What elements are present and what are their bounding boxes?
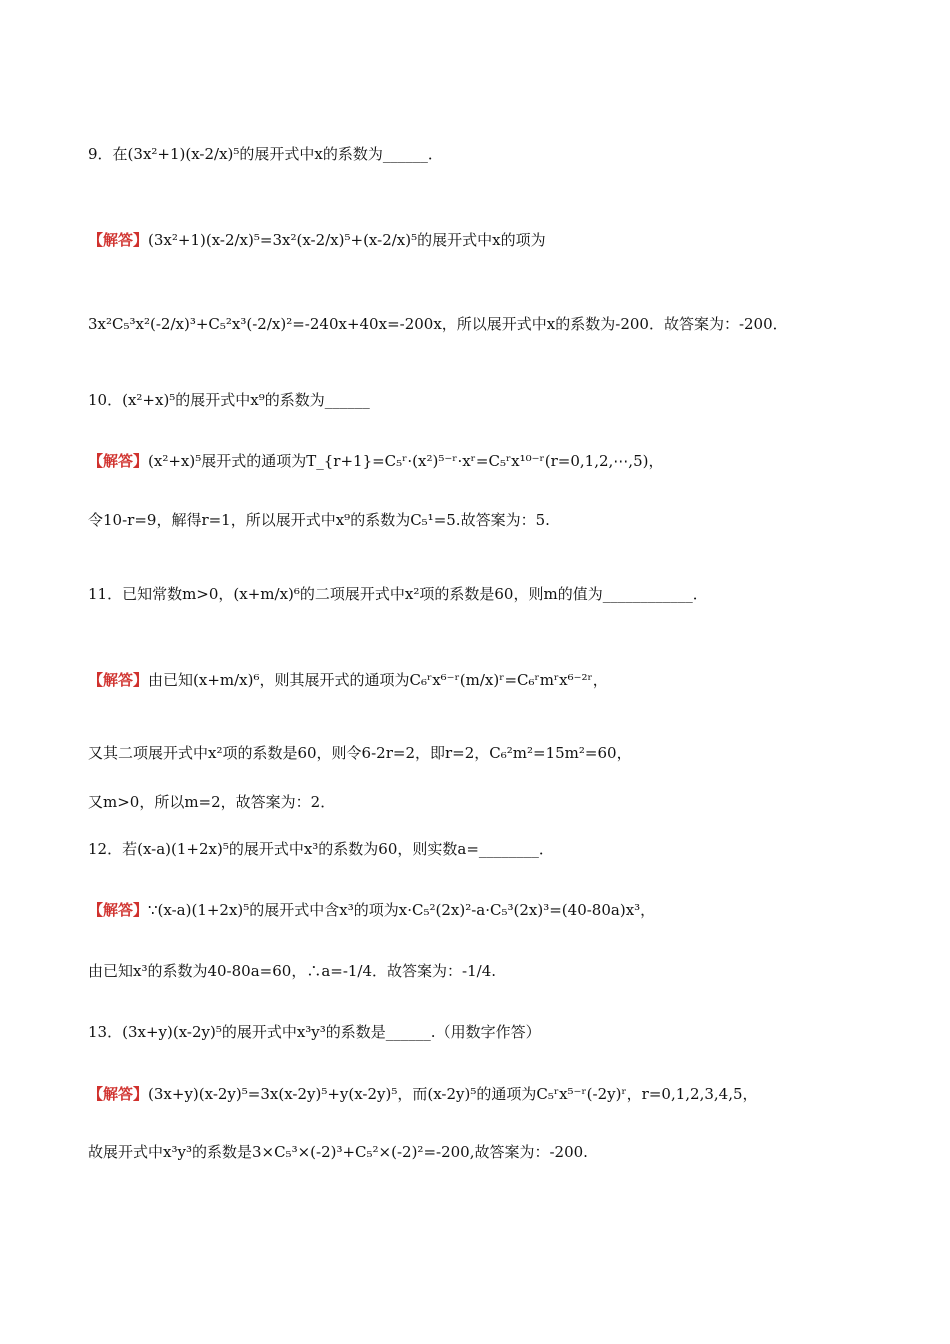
problem-12-answer-line-2: 由已知x³的系数为40-80a=60，∴a=-1/4．故答案为：-1/4.: [88, 962, 497, 980]
problem-10-answer-line-1: [88, 450, 910, 472]
answer-text: (3x²+1)(x-2/x)⁵=3x²(x-2/x)⁵+(x-2/x)⁵的展开式中x的项为: [148, 231, 546, 249]
answer-label: 【解答】: [88, 1085, 149, 1103]
answer-label: 【解答】: [88, 452, 149, 470]
problem-13-answer-line-1: [88, 1083, 910, 1105]
answer-text: 由已知(x+m/x)⁶，则其展开式的通项为C₆ʳx⁶⁻ʳ(m/x)ʳ=C₆ʳmʳx⁶⁻²ʳ，: [148, 671, 608, 689]
problem-11-question: 11．已知常数m>0，(x+m/x)⁶的二项展开式中x²项的系数是60，则m的值为____________．: [88, 585, 708, 603]
problem-12-answer-line-1: [88, 899, 910, 921]
problem-11-answer-line-2: 又其二项展开式中x²项的系数是60，则令6-2r=2，即r=2，C₆²m²=15m²=60，: [88, 744, 632, 762]
problem-13-answer-line-2: 故展开式中x³y³的系数是3×C₅³×(-2)³+C₅²×(-2)²=-200,故答案为：-200.: [88, 1143, 588, 1161]
answer-label: 【解答】: [88, 231, 149, 249]
answer-text: (x²+x)⁵展开式的通项为T_{r+1}=C₅ʳ·(x²)⁵⁻ʳ·xʳ=C₅ʳx¹⁰⁻ʳ(r=0,1,2,⋯,5)，: [148, 452, 664, 470]
problem-12-question: 12．若(x-a)(1+2x)⁵的展开式中x³的系数为60，则实数a=________．: [88, 840, 554, 858]
problem-13-question: 13．(3x+y)(x-2y)⁵的展开式中x³y³的系数是______.（用数字作答）: [88, 1023, 541, 1041]
problem-9-question: 9．在(3x²+1)(x-2/x)⁵的展开式中x的系数为______．: [88, 145, 443, 163]
problem-10-question: 10．(x²+x)⁵的展开式中x⁹的系数为______: [88, 391, 370, 409]
problem-11-answer-line-3: 又m>0，所以m=2，故答案为：2．: [88, 793, 336, 811]
problem-9-answer-line-1: [88, 229, 910, 251]
problem-9-answer-line-2: 3x²C₅³x²(-2/x)³+C₅²x³(-2/x)²=-240x+40x=-200x，所以展开式中x的系数为-200．故答案为：-200．: [88, 315, 788, 333]
answer-label: 【解答】: [88, 671, 149, 689]
answer-text: ∵(x-a)(1+2x)⁵的展开式中含x³的项为x·C₅²(2x)²-a·C₅³(2x)³=(40-80a)x³，: [148, 901, 656, 919]
answer-text: (3x+y)(x-2y)⁵=3x(x-2y)⁵+y(x-2y)⁵，而(x-2y)⁵的通项为C₅ʳx⁵⁻ʳ(-2y)ʳ，r=0,1,2,3,4,5，: [148, 1085, 758, 1103]
answer-label: 【解答】: [88, 901, 149, 919]
problem-11-answer-line-1: [88, 669, 910, 691]
problem-10-answer-line-2: 令10-r=9，解得r=1，所以展开式中x⁹的系数为C₅¹=5.故答案为：5.: [88, 511, 550, 529]
